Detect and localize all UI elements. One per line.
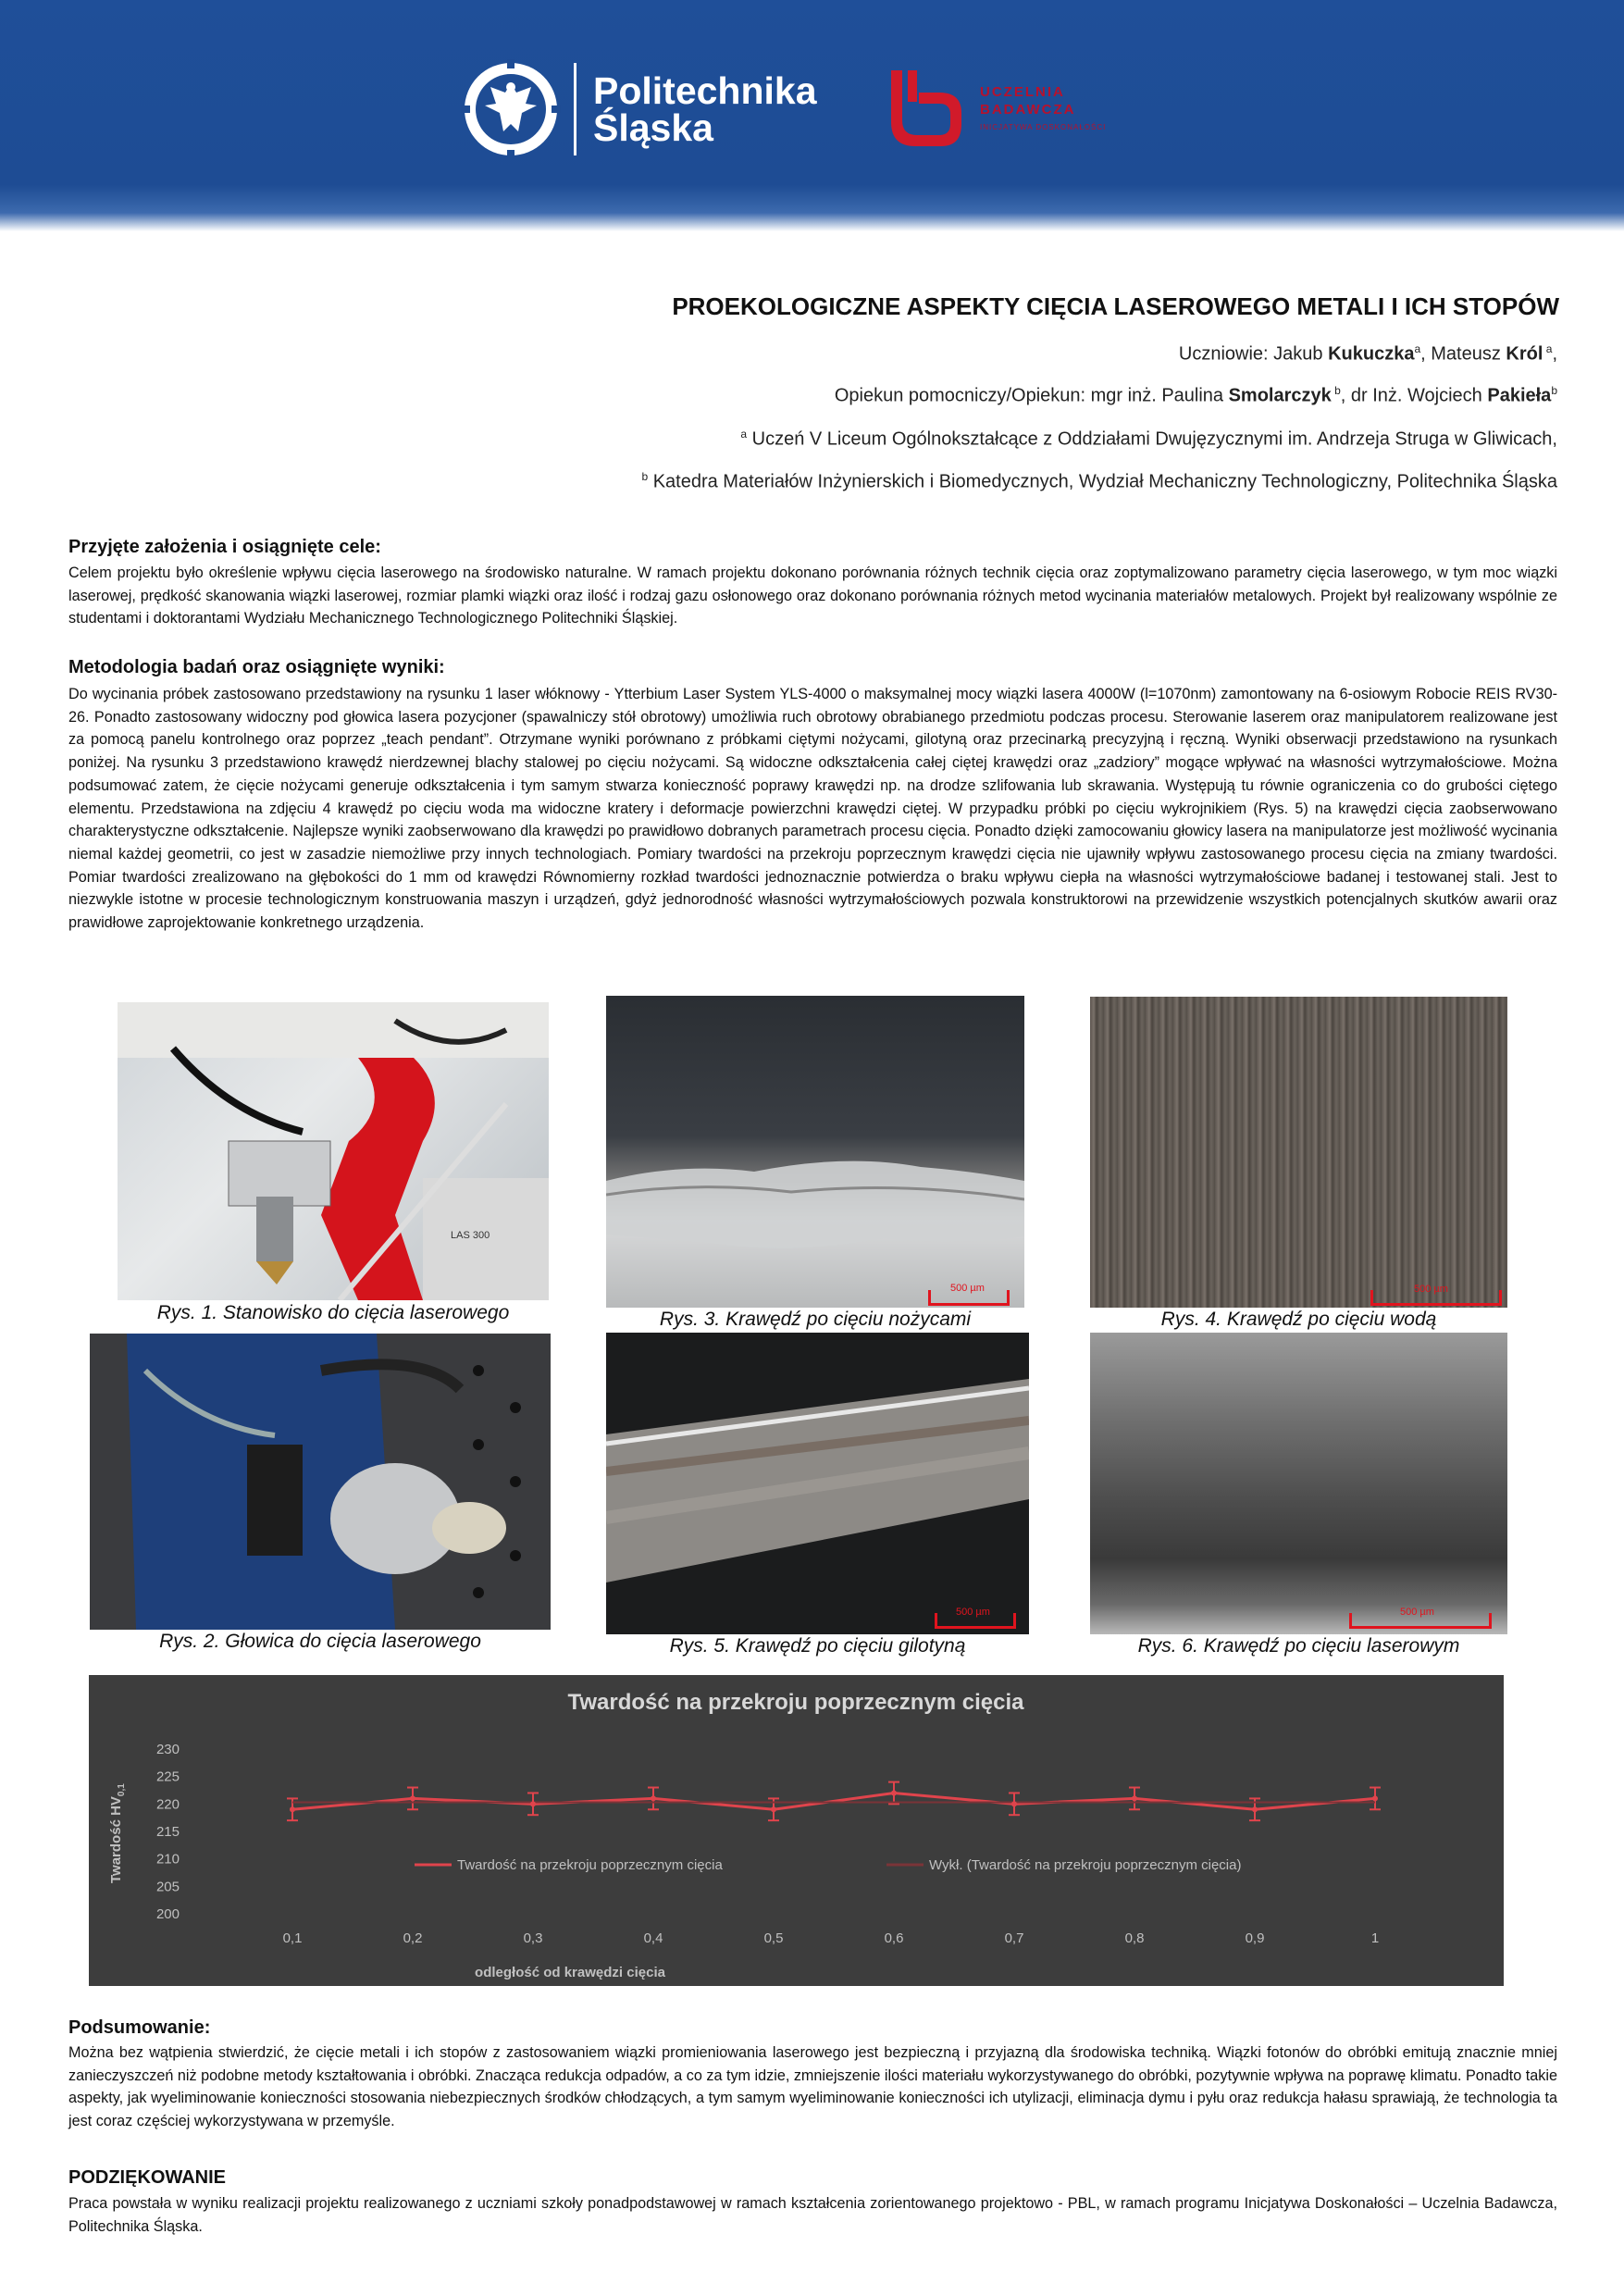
supervisor-prefix: Opiekun pomocniczy/Opiekun: mgr inż. Paulina [834, 385, 1229, 406]
affil-a-mark: a [740, 428, 748, 441]
sup-b: b [1331, 384, 1341, 397]
x-tick-label: 1 [1370, 1930, 1380, 1946]
fig4-photo [1090, 997, 1507, 1308]
fig6-photo [1090, 1333, 1507, 1634]
summary-text: Można bez wątpienia stwierdzić, że cięcie metali i ich stopów z zastosowaniem wiązki promieniowania laserowego jest bezpieczną i przyjazną dla środowiska techniką. Wiązki fotonów do obróbki emitują znacznie mniej zanieczyszczeń niż podobne metody kształtowania i obróbki. Znacząca redukcja odpadów, a co za tym idzie, zmniejszenie ilości materiału wykorzystywanego do obróbki, pozytywnie wpływa na poprawę klimatu. Ponadto takie aspekty, jak wyeliminowanie konieczności stosowania niebezpiecznych środków chłodzących, a tym samym wyeliminowanie konieczności ich utylizacji, eliminacja dymu i pyłu oraz redukcja hałasu sprawiają, że technologia ta jest coraz częściej wykorzystywana w przemyśle. [68, 2044, 1557, 2130]
y-tick-label: 205 [155, 1879, 180, 1895]
chart-title: Twardość na przekroju poprzecznym cięcia [567, 1690, 1024, 1715]
uczelnia-badawcza-logo [884, 67, 1106, 152]
gear-eagle-icon [461, 59, 561, 159]
hardness-chart [89, 1675, 1504, 1986]
hardness-chart-svg [89, 1675, 1504, 1986]
x-tick-label: 0,9 [1245, 1930, 1265, 1946]
chart-ylabel-main: Twardość HV [108, 1796, 124, 1883]
header-banner [0, 0, 1624, 231]
goals-text: Celem projektu było określenie wpływu cięcia laserowego na środowisko naturalne. W ramach projektu dokonano porównania różnych technik cięcia oraz zoptymalizowano parametry cięcia laserowego, w tym moc wiązki laserowej, prędkość skanowania wiązki laserowej, rozmiar plamki wiązki oraz ilość i rodzaj gazu osłonowego oraz dokonano porównania różnych metod wycinania materiałów metalowych. Projekt był realizowany wspólnie ze studentami i doktorantami Wydziału Mechanicznego Technologicznego Politechniki Śląskiej. [68, 565, 1557, 627]
chart-ylabel-sub: 0,1 [117, 1783, 127, 1797]
university-name-line1: Politechnika [593, 69, 817, 112]
ack-heading: PODZIĘKOWANIE [68, 2167, 227, 2188]
logo-divider [574, 63, 576, 155]
affiliation-a [740, 428, 1557, 451]
data-point [1252, 1806, 1258, 1812]
ub-mark-icon [884, 67, 967, 152]
y-tick-label: 210 [155, 1851, 180, 1868]
fig5-caption: Rys. 5. Krawędź po cięciu gilotyną [669, 1635, 966, 1657]
y-tick-label: 220 [155, 1796, 180, 1813]
legend-trend-label: Wykł. (Twardość na przekroju poprzecznym cięcia) [929, 1857, 1242, 1873]
x-tick-label: 0,8 [1124, 1930, 1145, 1946]
chart-xlabel: odległość od krawędzi cięcia [475, 1965, 665, 1980]
sep1: , Mateusz [1420, 343, 1506, 365]
badge-line1: UCZELNIA [980, 83, 1065, 100]
data-point [651, 1795, 656, 1801]
y-tick-label: 230 [155, 1742, 180, 1757]
badge-line2: BADAWCZA [980, 101, 1076, 118]
fig1-caption: Rys. 1. Stanowisko do cięcia laserowego [156, 1302, 510, 1323]
y-tick-label: 225 [155, 1769, 180, 1785]
chart-ylabel [108, 1783, 127, 1883]
x-tick-label: 0,2 [403, 1930, 423, 1946]
students-line [1179, 342, 1557, 366]
end1: , [1552, 343, 1557, 365]
supervisor1-name: Smolarczyk [1228, 385, 1332, 406]
badge-sub: INICJATYWA DOSKONAŁOŚCI [980, 122, 1107, 131]
goals-heading: Przyjęte założenia i osiągnięte cele: [68, 537, 381, 557]
affil-a-text: Uczeń V Liceum Ogólnokształcące z Oddziałami Dwujęzycznymi im. Andrzeja Struga w Gliwicach, [747, 428, 1557, 450]
data-point [290, 1806, 295, 1812]
affil-b-mark: b [641, 470, 649, 483]
student2-name: Król [1506, 343, 1543, 365]
x-tick-label: 0,1 [282, 1930, 303, 1946]
fig6-caption: Rys. 6. Krawędź po cięciu laserowym [1137, 1635, 1460, 1657]
fig6-scale-label: 500 µm [1400, 1607, 1434, 1618]
affil-b-text: Katedra Materiałów Inżynierskich i Biomedycznych, Wydział Mechaniczny Technologiczny, Politechnika Śląska [648, 471, 1557, 492]
x-tick-label: 0,6 [884, 1930, 904, 1946]
fig3-photo [606, 996, 1024, 1308]
fig5-scale-label: 500 µm [956, 1607, 990, 1618]
data-point [410, 1795, 415, 1801]
affiliation-b [641, 470, 1557, 493]
hardness-series-line [292, 1793, 1375, 1809]
fig4-scale-label: 500 µm [1414, 1284, 1448, 1295]
y-tick-label: 200 [155, 1906, 180, 1922]
method-text: Do wycinania próbek zastosowano przedstawiony na rysunku 1 laser włóknowy - Ytterbium Laser System YLS-4000 o maksymalnej mocy wiązki lasera 4000W (l=1070nm) zamontowany na 6-osiowym Robocie REIS RV30-26. Ponadto zastosowany widoczny pod głowica lasera pozycjoner (spawalniczy stół obrotowy) umożliwia ruch obrotowy obrabianego przedmiotu podczas procesu. Sterowanie laserem oraz manipulatorem realizowane jest za pomocą panelu kontrolnego oraz poprzez „teach pendant”. Otrzymane wyniki porównano z próbkami ciętymi nożycami, gilotyną oraz przecinarką precyzyjną i ręczną. Wyniki obserwacji przedstawiono na rysunkach poniżej. Na rysunku 3 przedstawiono krawędź nierdzewnej blachy stalowej po cięciu nożycami. Są widoczne odkształcenia całej ciętej krawędzi oraz „zadziory” mogące wpływać na własności wytrzymałościowe. Można podsumować zatem, że cięcie nożycami generuje odkształcenia i tym samym stwarza konieczność poprawy krawędzi np. na drodze szlifowania lub skrawania. Występują tu równie ograniczenia co do grubości ciętego elementu. Przedstawiona na zdjęciu 4 krawędź po cięciu woda ma widoczne kratery i deformacje powierzchni krawędzi ciętej. W przypadku próbki po cięciu wykrojnikiem (Rys. 5) na krawędzi cięcia zaobserwowano charakterystyczne odkształcenie. Najlepsze wyniki zaobserwowano dla krawędzi po prawidłowo dobranych parametrach procesu cięcia. Ponadto dzięki zamocowaniu głowicy lasera na manipulatorze jest możliwość wycinania niemal każdej geometrii, co jest w zasadzie niemożliwe przy innych technologiach. Pomiary twardości na przekroju poprzecznym krawędzi cięcia nie ujawniły wpływu zastosowanego procesu cięcia na zmiany twardości. Pomiar twardości zrealizowano na głębokości do 1 mm od krawędzi Równomierny rozkład twardości jednoznacznie potwierdza o braku wpływu ciepła na własności wytrzymałościowe badanej i testowanej stali. Jest to niezwykle istotne w procesie technologicznym konstruowania maszyn i urządzeń, gdyż jednorodność własności wytrzymałościowych pozwala konstruktorowi na przewidzenie wszystkich potencjalnych skutków awarii oraz prawidłowe zaprojektowanie konkretnego urządzenia. [68, 686, 1557, 932]
supervisors-line [835, 384, 1557, 407]
fig2-photo [90, 1334, 551, 1630]
students-prefix: Uczniowie: Jakub [1178, 343, 1329, 365]
summary-heading: Podsumowanie: [68, 2017, 211, 2038]
data-point [891, 1790, 897, 1795]
sup-b2: b [1551, 384, 1557, 397]
sup-a2: a [1543, 342, 1553, 355]
data-point [771, 1806, 776, 1812]
data-point [1132, 1795, 1137, 1801]
data-point [1372, 1795, 1378, 1801]
fig5-photo [606, 1333, 1029, 1634]
poster-title: PROEKOLOGICZNE ASPEKTY CIĘCIA LASEROWEGO METALI I ICH STOPÓW [672, 292, 1559, 320]
x-tick-label: 0,5 [763, 1930, 784, 1946]
y-tick-label: 215 [155, 1824, 180, 1840]
fig1-photo [118, 1002, 549, 1300]
fig3-scale-label: 500 µm [950, 1283, 985, 1294]
x-tick-label: 0,3 [523, 1930, 543, 1946]
method-heading: Metodologia badań oraz osiągnięte wyniki: [68, 657, 445, 677]
machine-label: LAS 300 [451, 1230, 490, 1241]
fig4-caption: Rys. 4. Krawędź po cięciu wodą [1160, 1309, 1437, 1330]
student1-name: Kukuczka [1328, 343, 1415, 365]
chart-legend [415, 1857, 1241, 1873]
x-tick-label: 0,4 [643, 1930, 663, 1946]
data-point [1011, 1801, 1017, 1806]
data-point [530, 1801, 536, 1806]
politechnika-logo [461, 59, 817, 159]
ack-text: Praca powstała w wyniku realizacji projektu realizowanego z uczniami szkoły ponadpodstawowej w ramach kształcenia zorientowanego projektowo - PBL, w ramach programu Inicjatywa Doskonałości – Uczelnia Badawcza, Politechnika Śląska. [68, 2195, 1557, 2235]
sep2: , dr Inż. Wojciech [1340, 385, 1488, 406]
university-name-line2: Śląska [593, 106, 713, 149]
fig2-caption: Rys. 2. Głowica do cięcia laserowego [159, 1631, 481, 1652]
sup-a: a [1414, 342, 1421, 355]
supervisor2-name: Pakieła [1487, 385, 1552, 406]
legend-series-label: Twardość na przekroju poprzecznym cięcia [457, 1857, 723, 1873]
x-tick-label: 0,7 [1004, 1930, 1024, 1946]
fig3-caption: Rys. 3. Krawędź po cięciu nożycami [659, 1309, 972, 1330]
